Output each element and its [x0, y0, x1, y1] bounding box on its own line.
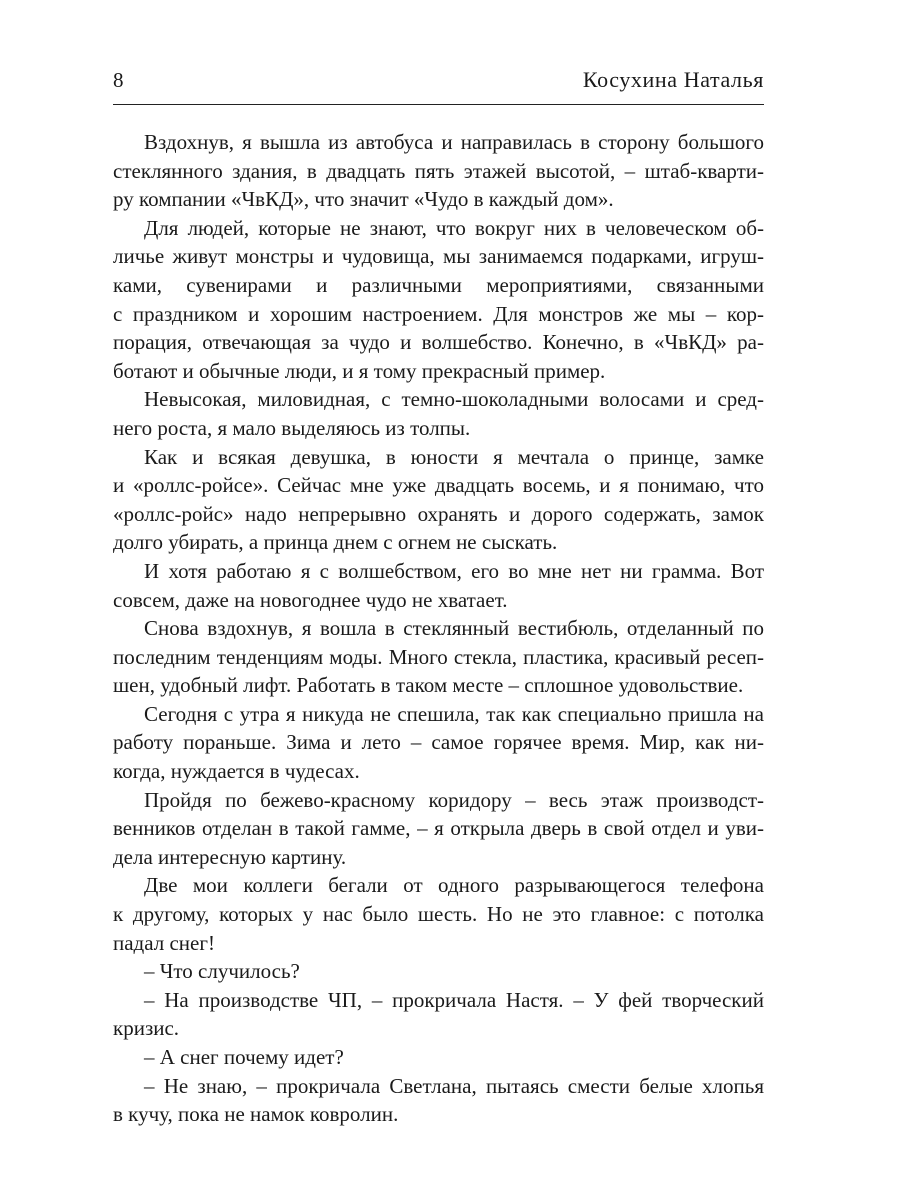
text-line: к другому, которых у нас было шесть. Но не это главное: с потолка: [113, 902, 764, 927]
text-line: ру компании «ЧвКД», что значит «Чудо в каждый дом».: [113, 187, 614, 212]
paragraph: [113, 614, 764, 700]
paragraph: [113, 871, 764, 957]
text-line: венников отделан в такой гамме, – я открыла дверь в свой отдел и уви-: [113, 816, 764, 841]
text-line: него роста, я мало выделяюсь из толпы.: [113, 415, 471, 440]
text-line: ботают и обычные люди, и я тому прекрасный пример.: [113, 358, 606, 383]
text-line: – На производстве ЧП, – прокричала Настя. – У фей творческий: [144, 987, 764, 1012]
text-line: долго убирать, а принца днем с огнем не сыскать.: [113, 530, 558, 555]
text-line: Сегодня с утра я никуда не спешила, так как специально пришла на: [144, 701, 764, 726]
text-line: шен, удобный лифт. Работать в таком месте – сплошное удовольствие.: [113, 673, 744, 698]
text-line: Как и всякая девушка, в юности я мечтала о принце, замке: [144, 444, 764, 469]
text-line: в кучу, пока не намок ковролин.: [113, 1102, 399, 1127]
text-line: работу пораньше. Зима и лето – самое горячее время. Мир, как ни-: [113, 730, 764, 755]
book-page: [113, 62, 764, 1129]
text-line: падал снег!: [113, 930, 215, 955]
text-line: порация, отвечающая за чудо и волшебство. Конечно, в «ЧвКД» ра-: [113, 330, 764, 355]
text-line: Невысокая, миловидная, с темно-шоколадными волосами и сред-: [144, 387, 764, 412]
text-line: – А снег почему идет?: [144, 1045, 344, 1069]
text-line: Вздохнув, я вышла из автобуса и направилась в сторону большого: [144, 130, 764, 154]
text-line: совсем, даже на новогоднее чудо не хватает.: [113, 587, 508, 612]
text-line: Снова вздохнув, я вошла в стеклянный вестибюль, отделанный по: [144, 616, 764, 641]
body-text: [113, 128, 764, 1129]
text-line: «роллс-ройс» надо непрерывно охранять и дорого содержать, замок: [113, 501, 764, 526]
running-head: [113, 62, 764, 98]
text-line: и «роллс-ройсе». Сейчас мне уже двадцать восемь, и я понимаю, что: [113, 473, 764, 498]
paragraph: [113, 986, 764, 1043]
text-line: последним тенденциям моды. Много стекла, пластика, красивый ресеп-: [113, 644, 764, 669]
paragraph: [113, 957, 764, 986]
text-line: личье живут монстры и чудовища, мы занимаемся подарками, игруш-: [113, 244, 764, 269]
text-line: Две мои коллеги бегали от одного разрывающегося телефона: [144, 873, 764, 898]
running-head-author: Косухина Наталья: [582, 67, 764, 92]
paragraph: [113, 1072, 764, 1129]
text-line: И хотя работаю я с волшебством, его во мне нет ни грамма. Вот: [144, 558, 764, 583]
text-line: Для людей, которые не знают, что вокруг них в человеческом об-: [144, 215, 764, 240]
text-line: – Не знаю, – прокричала Светлана, пытаясь смести белые хлопья: [144, 1073, 764, 1098]
text-line: дела интересную картину.: [113, 844, 347, 869]
page-number: 8: [113, 68, 124, 92]
paragraph: [113, 786, 764, 872]
text-line: стеклянного здания, в двадцать пять этажей высотой, – штаб-кварти-: [113, 158, 764, 183]
text-line: ками, сувенирами и различными мероприятиями, связанными: [113, 272, 764, 297]
paragraph: [113, 557, 764, 614]
paragraph: [113, 443, 764, 557]
paragraph: [113, 128, 764, 214]
text-line: с праздником и хорошим настроением. Для монстров же мы – кор-: [113, 301, 764, 326]
paragraph: [113, 1043, 764, 1072]
text-line: когда, нуждается в чудесах.: [113, 759, 360, 784]
text-line: – Что случилось?: [144, 959, 300, 984]
text-line: Пройдя по бежево-красному коридору – весь этаж производст-: [144, 787, 764, 812]
paragraph: [113, 385, 764, 442]
paragraph: [113, 214, 764, 386]
header-rule: [113, 104, 764, 105]
text-line: кризис.: [113, 1016, 180, 1041]
paragraph: [113, 700, 764, 786]
